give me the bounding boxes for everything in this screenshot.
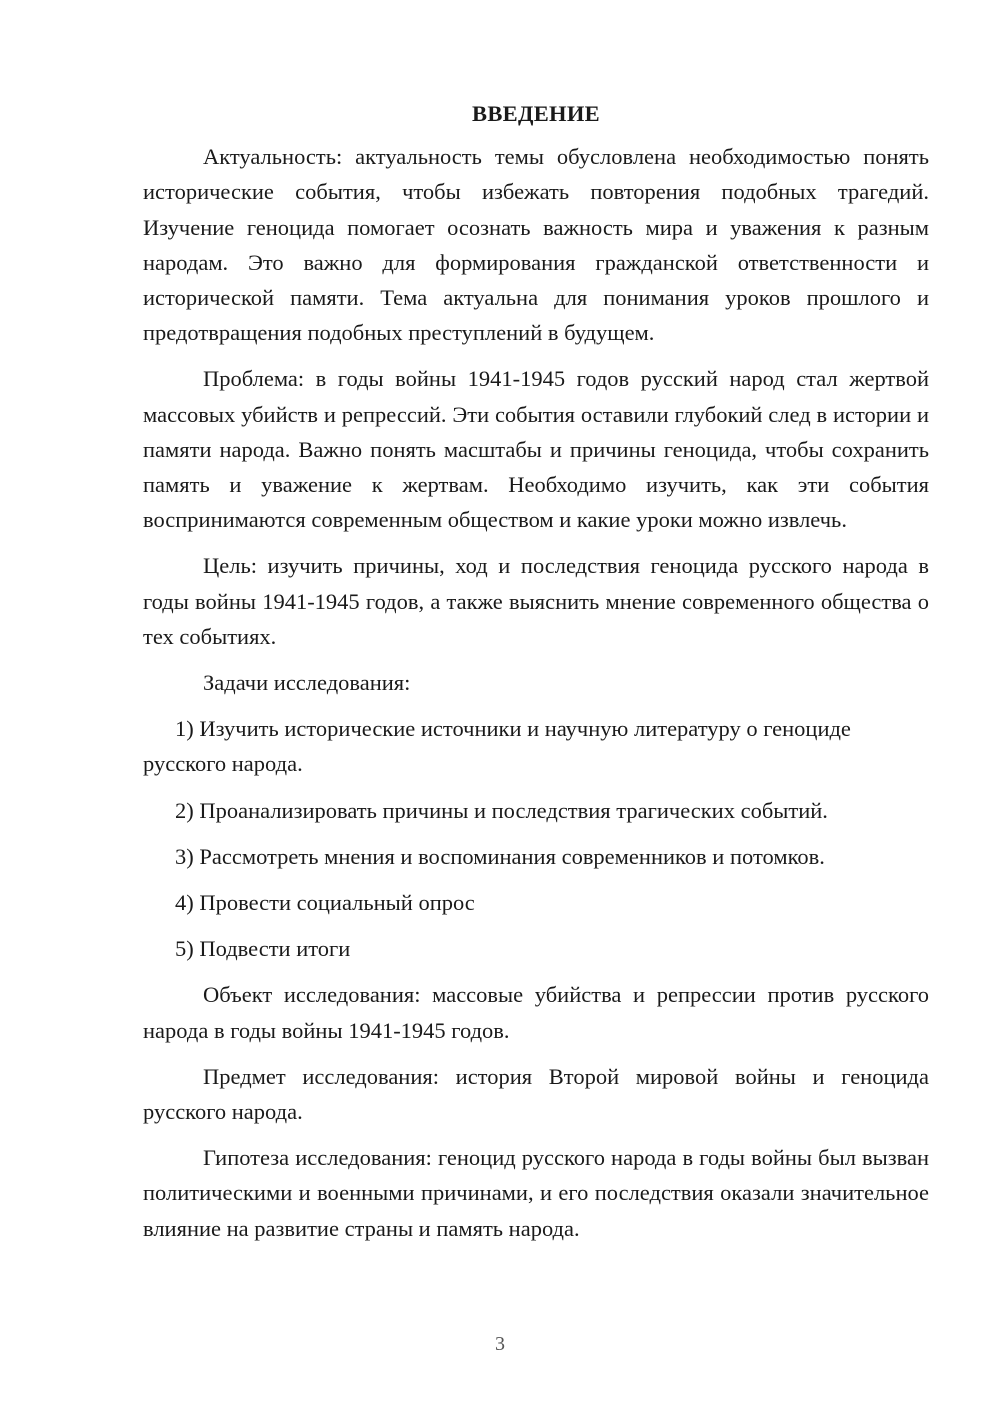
paragraph-hypothesis: Гипотеза исследования: геноцид русского народа в годы войны был вызван политическими и военными причинами, и его последствия оказали значительное влияние на развитие страны и память народа. bbox=[143, 1145, 929, 1241]
task-item: 5) Подвести итоги bbox=[175, 936, 351, 962]
page-content bbox=[143, 96, 929, 1257]
task-item: 2) Проанализировать причины и последствия трагических событий. bbox=[175, 797, 828, 823]
page-number: 3 bbox=[495, 1333, 505, 1355]
paragraph-relevance: Актуальность: актуальность темы обусловлена необходимостью понять исторические события, чтобы избежать повторения подобных трагедий. Изучение геноцида помогает осознать важность мира и уважения к разным народам. Это важно для формирования гражданской ответственности и исторической памяти. Тема актуальна для понимания уроков прошлого и предотвращения подобных преступлений в будущем. bbox=[143, 144, 929, 346]
page-title: ВВЕДЕНИЕ bbox=[472, 101, 600, 126]
task-item: 4) Провести социальный опрос bbox=[175, 890, 475, 916]
paragraph-problem: Проблема: в годы войны 1941-1945 годов русский народ стал жертвой массовых убийств и репрессий. Эти события оставили глубокий след в истории и памяти народа. Важно понять масштабы и причины геноцида, чтобы сохранить память и уважение к жертвам. Необходимо изучить, как эти события воспринимаются современным обществом и какие уроки можно извлечь. bbox=[143, 366, 929, 533]
task-item: 1) Изучить исторические источники и научную литературу о геноциде русского народа. bbox=[143, 716, 851, 777]
tasks-heading: Задачи исследования: bbox=[203, 670, 411, 696]
task-item: 3) Рассмотреть мнения и воспоминания современников и потомков. bbox=[175, 843, 825, 869]
paragraph-subject: Предмет исследования: история Второй мировой войны и геноцида русского народа. bbox=[143, 1063, 929, 1125]
paragraph-goal: Цель: изучить причины, ход и последствия геноцида русского народа в годы войны 1941-1945 годов, а также выяснить мнение современного общества о тех событиях. bbox=[143, 553, 929, 649]
paragraph-object: Объект исследования: массовые убийства и репрессии против русского народа в годы войны 1941-1945 годов. bbox=[143, 982, 929, 1043]
